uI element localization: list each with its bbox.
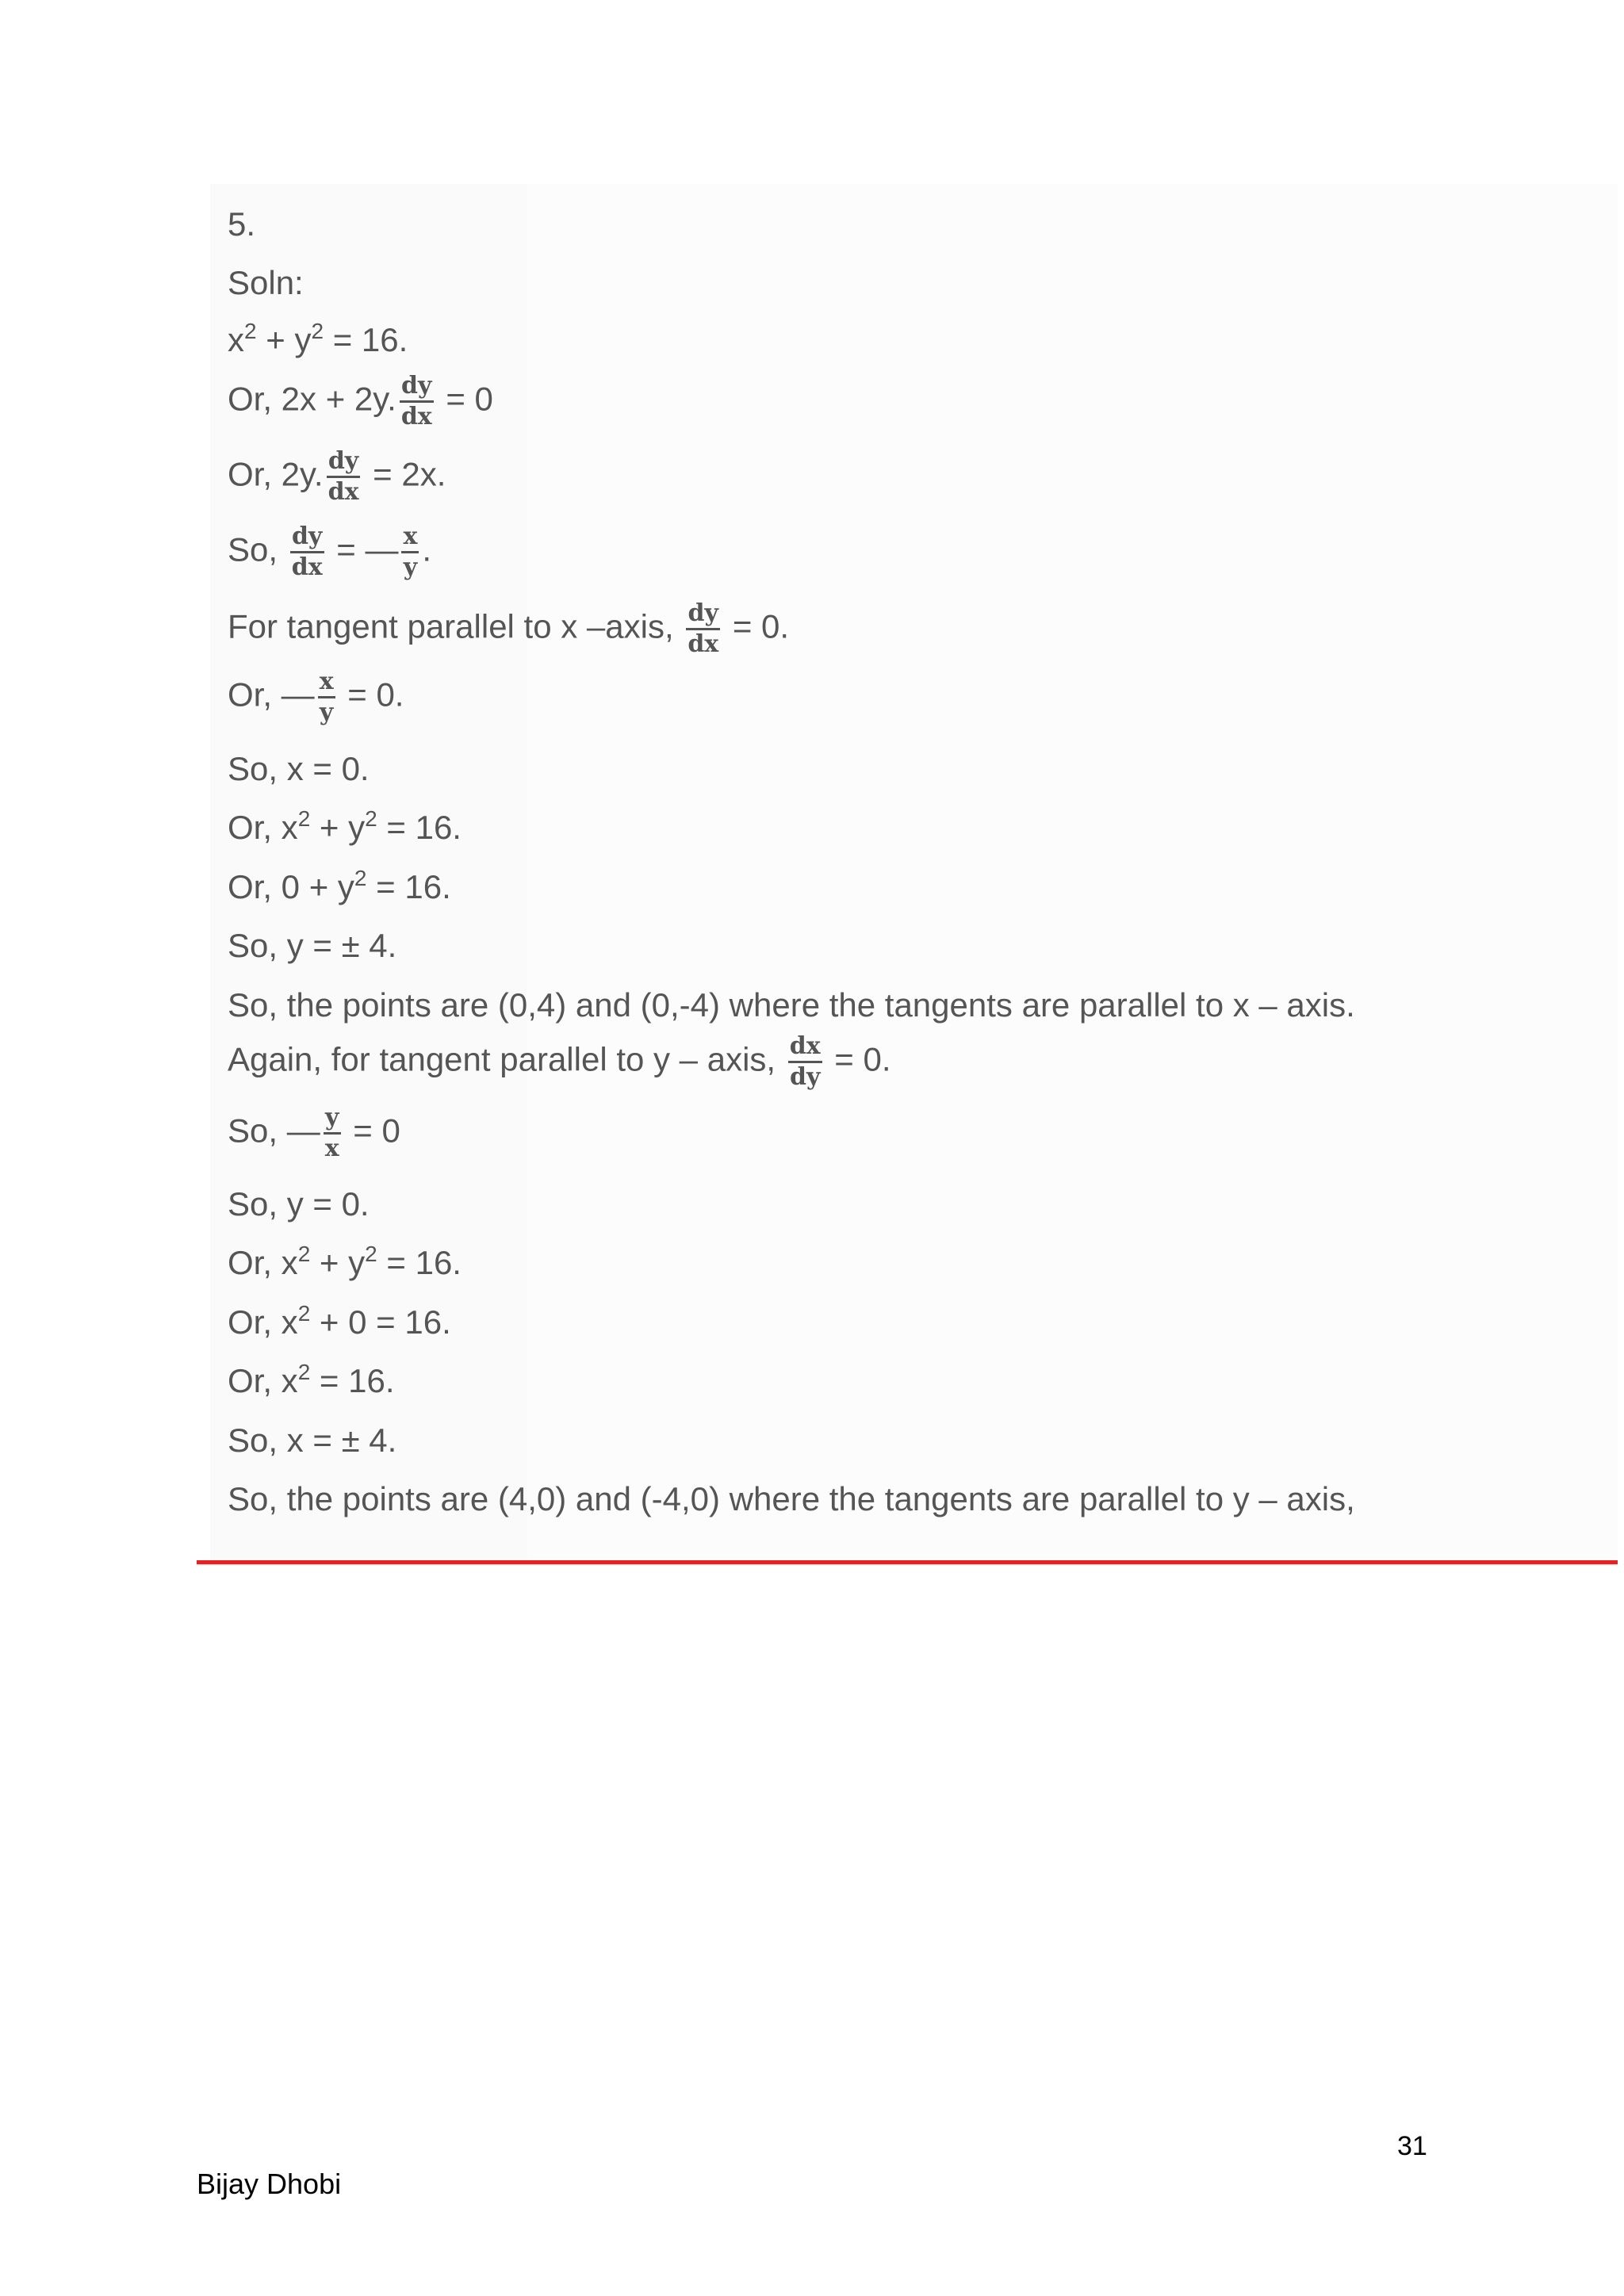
solution-heading: Soln:: [228, 264, 304, 301]
equation-line: $x^2 + y^2 = 16$.: [228, 319, 408, 358]
conclusion-line: So, the points are (0,4) and (0,-4) where the tangents are parallel to x – axis.: [228, 986, 1355, 1024]
fraction: $\frac{x}{y}$: [403, 522, 418, 581]
equation-line: Or, $x^2 + 0 = 16$.: [228, 1301, 451, 1341]
equation-line: So, x = 0.: [228, 750, 370, 787]
equation-line: Or, — $\frac{x}{y}$ = 0.: [228, 668, 404, 726]
fraction: $\frac{dy}{dx}$: [291, 522, 323, 581]
fraction: $\frac{dy}{dx}$: [688, 599, 719, 658]
equation-line: Or, 2y. $\frac{dy}{dx}$ = 2x.: [228, 447, 446, 506]
conclusion-line: So, the points are (4,0) and (-4,0) where the tangents are parallel to y – axis,: [228, 1480, 1355, 1517]
equation-line: Or, 2x + 2y. $\frac{dy}{dx}$ = 0: [228, 372, 493, 430]
equation-line: Or, $0 + y^2 = 16$.: [228, 866, 451, 905]
fraction: $\frac{dy}{dx}$: [400, 372, 432, 430]
author-name: Bijay Dhobi: [197, 2168, 342, 2200]
equation-line: So, x = ± 4.: [228, 1422, 397, 1459]
equation-line: So, $\frac{dy}{dx}$ = — $\frac{x}{y}$ .: [228, 522, 432, 581]
problem-number: 5.: [228, 205, 256, 243]
equation-line: Or, $x^2 = 16$.: [228, 1360, 395, 1399]
equation-line: Or, $x^2 + y^2 = 16$.: [228, 1242, 462, 1281]
red-divider: [197, 1560, 1618, 1564]
page-number: 31: [1397, 2131, 1427, 2161]
equation-line: Or, $x^2 + y^2 = 16$.: [228, 806, 462, 846]
fraction: $\frac{y}{x}$: [324, 1104, 339, 1162]
equation-line: For tangent parallel to x –axis, $\frac{dy}{dx}$ = 0.: [228, 599, 790, 658]
equation-line: So, y = 0.: [228, 1185, 370, 1223]
fraction: $\frac{x}{y}$: [319, 668, 334, 726]
equation-line: Again, for tangent parallel to y – axis, $\frac{dx}{dy}$ = 0.: [228, 1032, 891, 1091]
fraction: $\frac{dy}{dx}$: [327, 447, 359, 506]
equation-line: So, y = ± 4.: [228, 927, 397, 964]
solution-image: [210, 184, 1618, 1563]
fraction: $\frac{dx}{dy}$: [789, 1032, 821, 1091]
equation-line: So, — $\frac{y}{x}$ = 0: [228, 1104, 400, 1162]
